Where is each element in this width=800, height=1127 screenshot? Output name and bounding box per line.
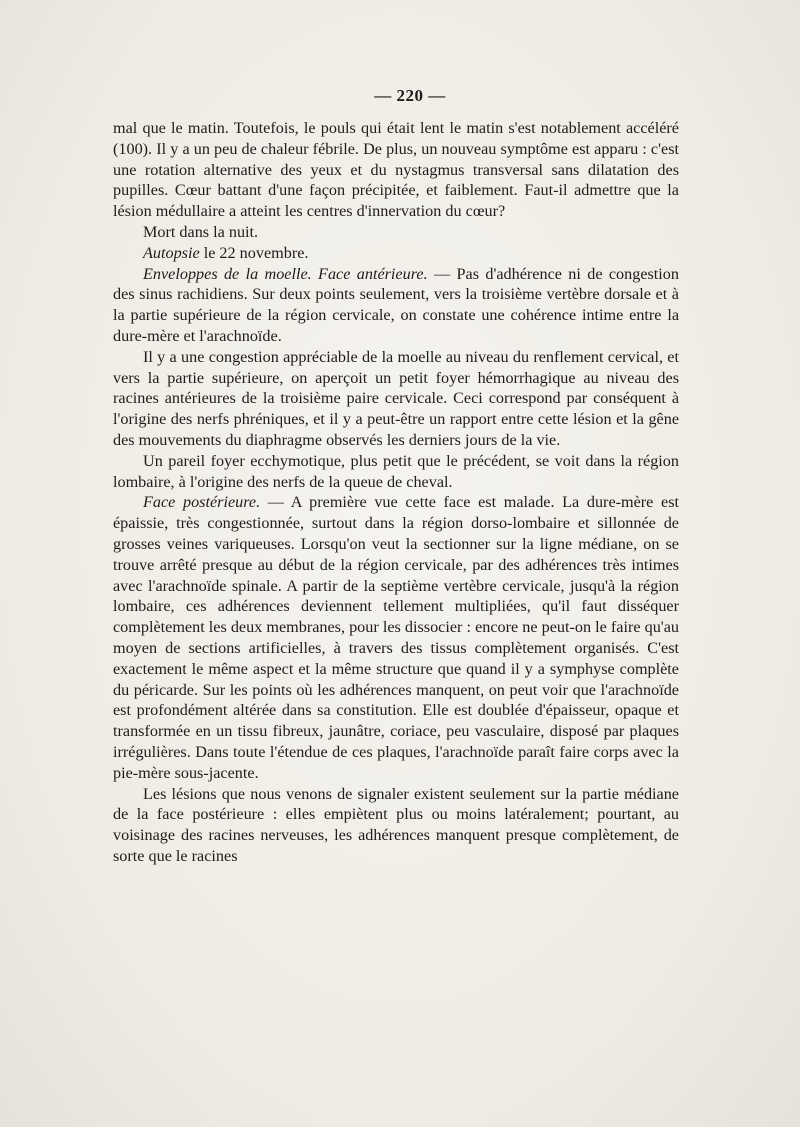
page-number: — 220 — [374, 86, 446, 105]
paragraph-3 [113, 243, 679, 264]
paragraph-4-lead: Enveloppes de la moelle. Face antérieure. [143, 264, 428, 283]
body-text [113, 118, 679, 867]
paragraph-4 [113, 264, 679, 347]
paragraph-6: Un pareil foyer ecchymotique, plus petit que le précédent, se voit dans la région lombaire, à l'origine des nerfs de la queue de cheval. [113, 451, 679, 491]
paragraph-7-lead: Face postérieure. [143, 493, 261, 512]
paragraph-2: Mort dans la nuit. [143, 222, 259, 241]
paragraph-7 [113, 492, 679, 783]
paragraph-1: mal que le matin. Toutefois, le pouls qui était lent le matin s'est notablement accéléré (100). Il y a un peu de chaleur fébrile. De plus, un nouveau symptôme est apparu : c'est une rotation alternative des yeux et du nystagmus transversal sans dilatation des pupilles. Cœur battant d'une façon précipitée, et faiblement. Faut-il admettre que la lésion médullaire a atteint les centres d'innervation du cœur? [113, 119, 679, 221]
paragraph-5: Il y a une congestion appréciable de la moelle au niveau du renflement cervical, et vers la partie supérieure, on aperçoit un petit foyer hémorrhagique au niveau des racines antérieures de la troisième paire cervicale. Ceci correspond par conséquent à l'origine des nerfs phréniques, et il y a peut-être un rapport entre cette lésion et la gêne des mouvements du diaphragme observés les derniers jours de la vie. [113, 347, 679, 449]
paragraph-8: Les lésions que nous venons de signaler existent seulement sur la partie médiane de la face postérieure : elles empiètent plus ou moins latéralement; pourtant, au voisinage des racines nerveuses, les adhérences manquent presque complètement, de sorte que le racines [113, 784, 679, 865]
paragraph-4-text: — Pas d'adhérence ni de congestion des sinus rachidiens. Sur deux points seulement, vers la troisième vertèbre dorsale et à la partie supérieure de la région cervicale, on constate une cohérence intime entre la dure-mère et l'arachnoïde. [113, 264, 679, 345]
paragraph-3-text: le 22 novembre. [199, 243, 309, 262]
paragraph-7-text: — A première vue cette face est malade. La dure-mère est épaissie, très congestionnée, surtout dans la région dorso-lombaire et sillonnée de grosses veines variqueuses. Lorsqu'on veut la sectionner sur la ligne médiane, on se trouve arrêté presque au début de la région cervicale, par des adhérences très intimes avec l'arachnoïde spinale. A partir de la septième vertèbre cervicale, jusqu'à la région lombaire, ces adhérences deviennent tellement multipliées, qu'il faut disséquer complètement les deux membranes, pour les dissocier : encore ne peut-on le faire qu'au moyen de sections artificielles, à travers des tissus complètement organisés. C'est exactement le même aspect et la même structure que quand il y a symphyse complète du péricarde. Sur les points où les adhérences manquent, on peut voir que l'arachnoïde est profondément altérée dans sa constitution. Elle est doublée d'épaisseur, opaque et transformée en un tissu fibreux, jaunâtre, coriace, peu vasculaire, disposé par plaques irrégulières. Dans toute l'étendue de ces plaques, l'arachnoïde paraît faire corps avec la pie-mère sous-jacente. [113, 493, 679, 782]
paragraph-3-lead: Autopsie [143, 243, 200, 262]
